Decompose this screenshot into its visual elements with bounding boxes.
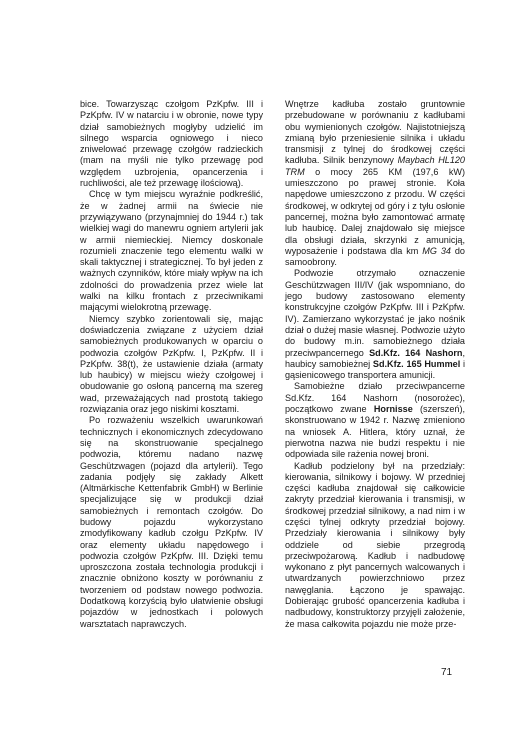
right-paragraph-1 xyxy=(285,99,465,268)
left-paragraph-1: bice. Towarzysząc czołgom PzKpfw. III i PzKpfw. IV w natarciu i w obronie, nowe typy dział samobieżnych mogłyby udzielić im silnego wsparcia ogniowego i nieco zniwelować przewagę czołgów radzieckich (mam na myśli nie tylko przewagę pod względem uzbrojenia, opancerzenia i ruchliwości, ale też przewagę ilościową). xyxy=(80,99,263,189)
nashorn-designation: Sd.Kfz. 164 Nashorn xyxy=(369,347,463,358)
right-paragraph-3-end: (szerszeń), skonstruowano w 1942 r. Nazwę zmieniono na wniosek A. Hitlera, który uznał, że pierwotna nazwa nie budzi respektu i nie odpowiada sile rażenia nowej broni. xyxy=(285,404,465,460)
page-number: 71 xyxy=(441,667,453,678)
left-paragraph-2: Chcę w tym miejscu wyraźnie podkreślić, że w żadnej armii na świecie nie przywiązywano (przynajmniej do 1944 r.) tak wielkiej wagi do manewru ogniem artylerii jak w armii niemieckiej. Niemcy doskonale rozumieli znaczenie tego elementu walki w skali taktycznej i strategicznej. To był jeden z ważnych czynników, które miały wpływ na ich zdolności do prowadzenia przez wiele lat walki na kilku frontach z przeciwnikami mającymi wielokrotną przewagę. xyxy=(80,189,263,313)
right-paragraph-2-start: Podwozie otrzymało oznaczenie Geschützwagen III/IV (jak wspomniano, do jego budowy zastosowano elementy konstrukcyjne czołgów PzKpfw. III i PzKpfw. IV). Zamierzano wykorzystać je jako nośnik dział o dużej masie własnej. Podwozie użyto do budowy m.in. samobieżnego działa przeciwpancernego xyxy=(285,268,465,358)
hummel-designation: Sd.Kfz. 165 Hummel xyxy=(372,358,461,369)
right-paragraph-1-start: Wnętrze kadłuba zostało gruntownie przebudowane w porównaniu z kadłubami obu wymienionych czołgów. Najistotniejszą zmianą było przeniesienie silnika i układu transmisji z tylnej do środkowej części kadłuba. Silnik benzynowy xyxy=(285,99,465,166)
right-paragraph-2-end: i gąsienicowego transportera amunicji. xyxy=(285,358,466,381)
right-paragraph-2-middle: , haubicy samobieżnej xyxy=(285,347,465,369)
right-paragraph-1-middle: o mocy 265 KM (197,6 kW) umieszczono po prawej stronie. Koła napędowe umieszczono z przodu. W części środkowej, w odkrytej od góry i z tyłu osłonie pancernej, można było zamontować armatę lub haubicę. Dalej znajdowało się miejsce dla obsługi działa, skrzynki z amunicją, wyposażenie i podstawa dla km xyxy=(285,166,465,256)
right-paragraph-4: Kadłub podzielony był na przedziały: kierowania, silnikowy i bojowy. W przedniej części kadłuba znajdował się całkowicie zakryty przedział kierowania i transmisji, w środkowej przedział silnikowy, a nad nim i w części tylnej odkryty przedział bojowy. Przedziały kierowania i silnikowy były oddziele od siebie przegrodą przeciwpożarową. Kadłub i nadbudowę wykonano z płyt pancernych walcowanych i utwardzanych powierzchniowo przez nawęglania. Łączono je spawając. Dobierając grubość opancerzenia kadłuba i nadbudowy, konstruktorzy przyjęli założenie, że masa całkowita pojazdu nie może prze- xyxy=(285,460,465,629)
machine-gun-name: MG 34 xyxy=(422,245,451,256)
left-text-column xyxy=(80,99,263,630)
hornisse-name: Hornisse xyxy=(373,404,413,415)
right-paragraph-3 xyxy=(285,381,465,460)
left-paragraph-3: Niemcy szybko zorientowali się, mając doświadczenia związane z użyciem dział samobieżnych produkowanych w oparciu o podwozia czołgów PzKpfw. I, PzKpfw. II i PzKpfw. 38(t), że ustawienie działa (armaty lub haubicy) w miejscu wieży czołgowej i obudowanie go osłoną pancerną ma szereg wad, przeważających nad prostotą takiego rozwiązania oraz jego niskimi kosztami. xyxy=(80,313,263,415)
engine-name: Maybach HL120 TRM xyxy=(285,155,465,177)
right-paragraph-3-start: Samobieżne działo przeciwpancerne Sd.Kfz. 164 Nashorn (nosorożec), początkowo zwane xyxy=(285,381,465,415)
left-paragraph-4: Po rozważeniu wszelkich uwarunkowań technicznych i ekonomicznych zdecydowano się na skonstruowanie specjalnego podwozia, któremu nadano nazwę Geschützwagen (pojazd dla artylerii). Tego zadania podjęły się zakłady Alkett (Altmärkische Kettenfabrik GmbH) w Berlinie specjalizujące się w produkcji dział samobieżnych i remontach czołgów. Do budowy pojazdu wykorzystano zmodyfikowany kadłub czołgu PzKpfw. IV oraz elementy układu napędowego i podwozia czołgów PzKpfw. III. Dzięki temu uproszczona została technologia produkcji i znacznie obniżono koszty w porównaniu z tworzeniem od podstaw nowego podwozia. Dodatkową korzyścią było ułatwienie obsługi pojazdów w jednostkach i polowych warsztatach naprawczych. xyxy=(80,415,263,629)
right-text-column xyxy=(285,99,465,630)
right-paragraph-2 xyxy=(285,268,465,381)
right-paragraph-1-end: do samoobrony. xyxy=(285,245,465,268)
